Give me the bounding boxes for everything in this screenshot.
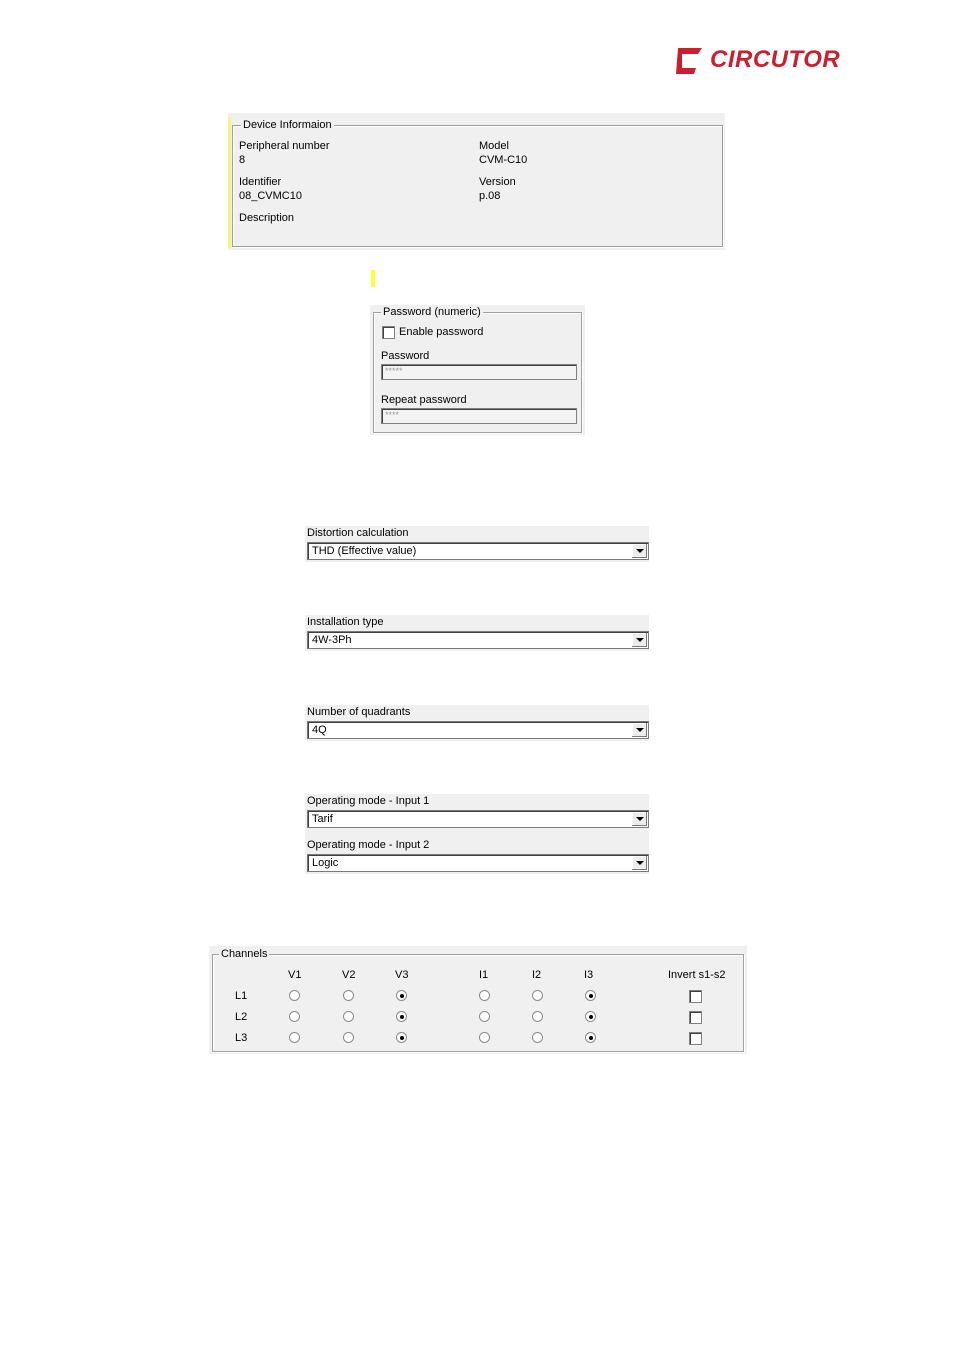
column-header-i1: I1: [479, 969, 489, 981]
peripheral-number-label: Peripheral number: [239, 140, 330, 152]
distortion-select-value: THD (Effective value): [312, 545, 417, 557]
radio-l3-v1[interactable]: [289, 1032, 300, 1043]
repeat-password-input[interactable]: ****: [381, 408, 577, 424]
column-header-v1: V1: [288, 969, 302, 981]
distortion-select[interactable]: [307, 542, 649, 560]
chevron-down-icon[interactable]: [631, 856, 647, 870]
channels-title: Channels: [221, 948, 268, 960]
chevron-down-icon[interactable]: [631, 633, 647, 647]
installation-select-value: 4W-3Ph: [312, 634, 352, 646]
invert-l1-checkbox[interactable]: [689, 990, 702, 1003]
column-header-v2: V2: [342, 969, 356, 981]
circutor-logo: [672, 44, 844, 80]
radio-l1-v2[interactable]: [343, 990, 354, 1001]
password-panel: [370, 305, 585, 435]
radio-l2-v3[interactable]: [396, 1011, 407, 1022]
password-field-label: Password: [381, 350, 430, 362]
version-label: Version: [479, 176, 516, 188]
version-value: p.08: [479, 190, 501, 202]
radio-l2-v2[interactable]: [343, 1011, 354, 1022]
device-info-groupbox: [232, 119, 723, 247]
row-label-l1: L1: [235, 990, 248, 1002]
radio-l3-i1[interactable]: [479, 1032, 490, 1043]
model-label: Model: [479, 140, 509, 152]
input2-select[interactable]: [307, 854, 649, 872]
highlight-marker: [371, 270, 375, 287]
password-input[interactable]: *****: [381, 364, 577, 380]
radio-l2-i2[interactable]: [532, 1011, 543, 1022]
quadrants-label: Number of quadrants: [307, 706, 411, 718]
installation-label: Installation type: [307, 616, 384, 628]
channels-panel: [209, 946, 747, 1054]
circutor-logo-icon: [672, 44, 706, 78]
radio-l1-v1[interactable]: [289, 990, 300, 1001]
radio-l1-i2[interactable]: [532, 990, 543, 1001]
input1-select[interactable]: [307, 810, 649, 828]
quadrants-field: [305, 705, 649, 741]
radio-l3-v3[interactable]: [396, 1032, 407, 1043]
radio-l3-v2[interactable]: [343, 1032, 354, 1043]
password-title: Password (numeric): [383, 306, 481, 318]
enable-password-label[interactable]: Enable password: [399, 326, 484, 338]
description-label: Description: [239, 212, 295, 224]
repeat-password-label: Repeat password: [381, 394, 467, 406]
installation-select[interactable]: [307, 631, 649, 649]
circutor-logo-text: CIRCUTOR: [710, 46, 841, 73]
peripheral-number-value: 8: [239, 154, 246, 166]
chevron-down-icon[interactable]: [631, 544, 647, 558]
radio-l2-v1[interactable]: [289, 1011, 300, 1022]
chevron-down-icon[interactable]: [631, 723, 647, 737]
installation-field: [305, 615, 649, 651]
quadrants-select[interactable]: [307, 721, 649, 739]
yellow-marker: [228, 118, 231, 248]
invert-l3-checkbox[interactable]: [689, 1032, 702, 1045]
quadrants-select-value: 4Q: [312, 724, 327, 736]
row-label-l2: L2: [235, 1011, 248, 1023]
column-header-v3: V3: [395, 969, 409, 981]
column-header-invert: Invert s1-s2: [668, 969, 726, 981]
operating-mode-fields: [305, 794, 649, 874]
chevron-down-icon[interactable]: [631, 812, 647, 826]
radio-l2-i3[interactable]: [585, 1011, 596, 1022]
input2-select-value: Logic: [312, 857, 339, 869]
input1-select-value: Tarif: [312, 813, 333, 825]
password-groupbox: [373, 306, 582, 433]
channels-groupbox: [212, 948, 744, 1052]
input1-label: Operating mode - Input 1: [307, 795, 430, 807]
column-header-i2: I2: [532, 969, 542, 981]
radio-l1-i1[interactable]: [479, 990, 490, 1001]
device-info-panel: [228, 113, 725, 250]
enable-password-checkbox[interactable]: [382, 326, 395, 339]
model-value: CVM-C10: [479, 154, 528, 166]
row-label-l3: L3: [235, 1032, 248, 1044]
radio-l3-i3[interactable]: [585, 1032, 596, 1043]
radio-l2-i1[interactable]: [479, 1011, 490, 1022]
radio-l3-i2[interactable]: [532, 1032, 543, 1043]
radio-l1-i3[interactable]: [585, 990, 596, 1001]
distortion-label: Distortion calculation: [307, 527, 409, 539]
identifier-label: Identifier: [239, 176, 282, 188]
distortion-field: [305, 526, 649, 562]
input2-label: Operating mode - Input 2: [307, 839, 430, 851]
identifier-value: 08_CVMC10: [239, 190, 302, 202]
radio-l1-v3[interactable]: [396, 990, 407, 1001]
device-info-title: Device Informaion: [243, 119, 332, 131]
column-header-i3: I3: [584, 969, 594, 981]
invert-l2-checkbox[interactable]: [689, 1011, 702, 1024]
